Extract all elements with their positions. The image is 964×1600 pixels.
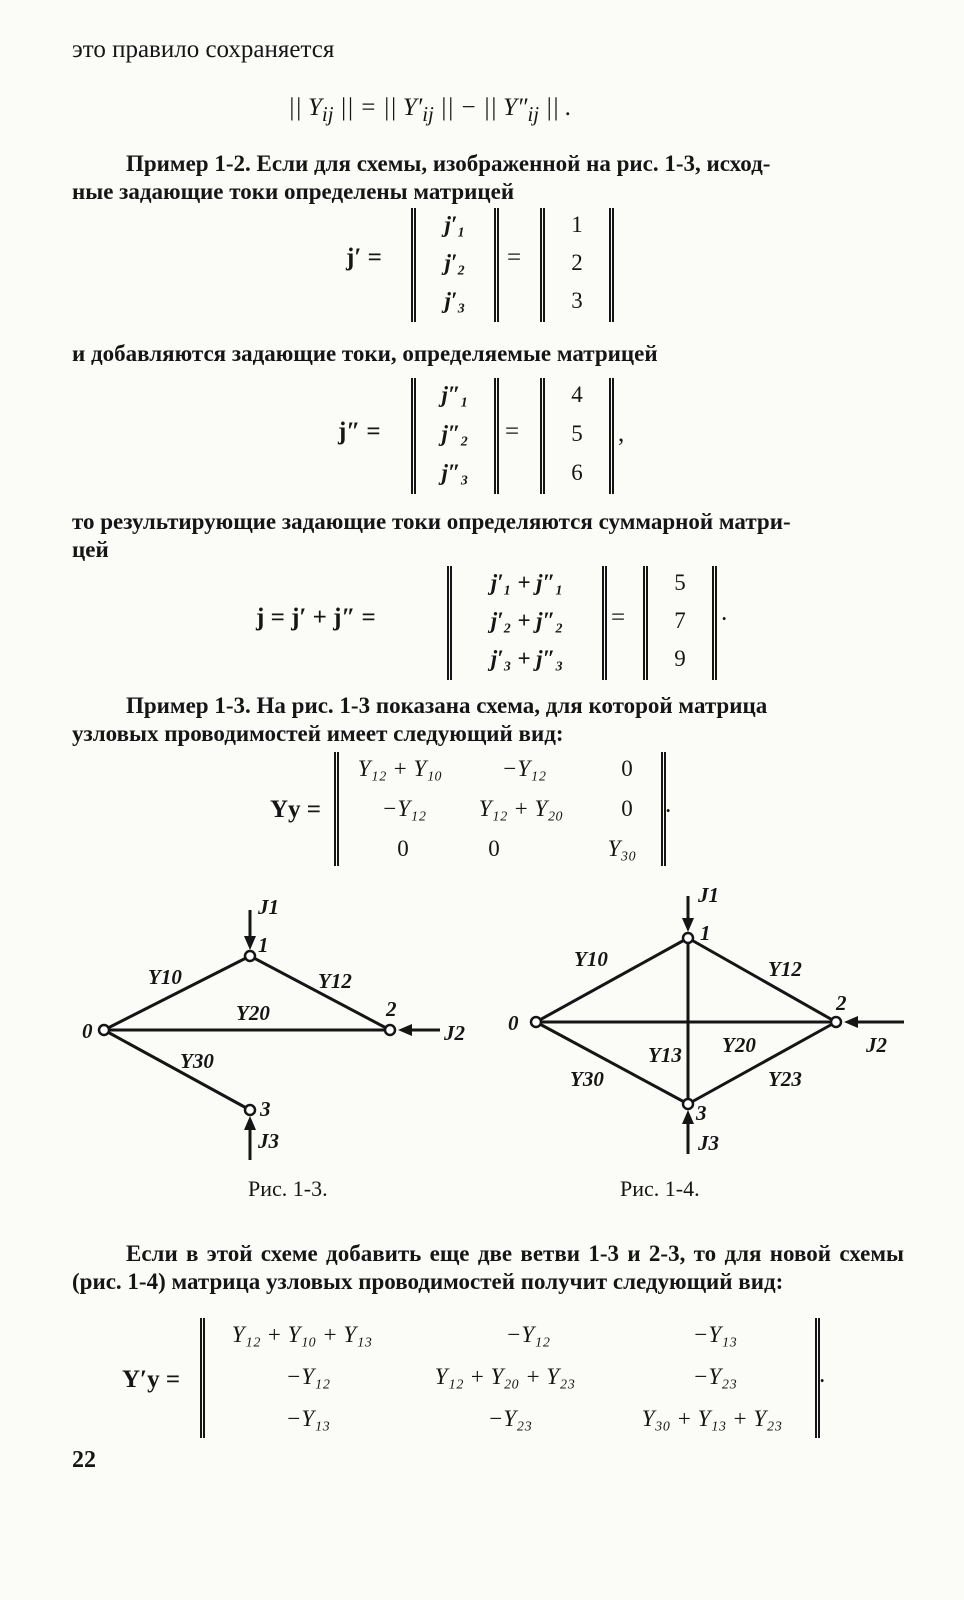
node-1 — [245, 951, 255, 961]
added-currents-text: и добавляются задающие токи, определяемые матрицей — [72, 341, 658, 366]
label-y23: Y23 — [768, 1067, 802, 1091]
new-scheme-paragraph: Если в этой схеме добавить еще две ветви 1-3 и 2-3, то для новой схемы (рис. 1-4) матрица узловых проводимостей получит следующий вид: — [72, 1241, 904, 1294]
example-1-3-label: Пример 1-3. — [126, 693, 251, 718]
jprime-lhs: j′ = — [346, 244, 382, 271]
label-y13: Y13 — [648, 1043, 682, 1067]
jdoubleprime-value-matrix: 4 5 6 — [540, 378, 614, 494]
label-j2: J2 — [444, 1021, 465, 1045]
figure-1-4-caption: Рис. 1-4. — [620, 1176, 700, 1201]
label-node-2: 2 — [836, 991, 847, 1015]
label-y20: Y20 — [236, 1001, 270, 1025]
eq1-end: || . — [545, 94, 572, 121]
jdoubleprime-lhs: j″ = — [338, 418, 381, 445]
node-1 — [683, 933, 693, 943]
intro-text: это правило сохраняется — [72, 36, 335, 63]
label-node-3: 3 — [260, 1097, 271, 1121]
equation-y-difference: || $Y_{ij}$ || = || $Y'_{ij}$ || − || $Y''_{ij}$ || . — [288, 94, 572, 126]
label-node-3: 3 — [696, 1101, 707, 1125]
label-y12: Y12 — [318, 969, 352, 993]
figure-1-4-diagram — [500, 880, 920, 1170]
jsum-symbol-matrix: j′₁ + j″₁ j′₂ + j″₂ j′₃ + j″₃ — [447, 566, 607, 680]
label-y30: Y30 — [180, 1049, 214, 1073]
yprime-lhs: Y′у = — [122, 1366, 181, 1393]
example-1-2-label: Пример 1-2. — [126, 151, 251, 176]
node-0 — [99, 1025, 109, 1035]
label-node-2: 2 — [386, 997, 397, 1021]
label-j3: J3 — [698, 1131, 719, 1155]
eq1-eq: || = || Y′ — [339, 94, 423, 121]
branch-y10 — [536, 938, 688, 1022]
label-j1: J1 — [698, 883, 719, 907]
label-node-0: 0 — [82, 1019, 93, 1043]
label-j2: J2 — [866, 1033, 887, 1057]
node-0 — [531, 1017, 541, 1027]
yprime-matrix: Y₁₂ + Y₁₀ + Y₁₃ −Y₁₂ −Y₁₃ −Y₁₂ Y₁₂ + Y₂₀ + Y₂₃ −Y₂₃ −Y₁₃ −Y₂₃ Y₃₀ + Y₁₃ + Y₂₃ — [200, 1318, 820, 1438]
branch-y12 — [250, 956, 390, 1030]
label-j3: J3 — [258, 1129, 279, 1153]
eq1-lhs: || Y — [288, 94, 322, 121]
yy-matrix: Y₁₂ + Y₁₀ −Y₁₂ 0 −Y₁₂ Y₁₂ + Y₂₀ 0 0 0 Y₃₀ — [334, 752, 666, 866]
page-number: 22 — [72, 1447, 96, 1473]
label-node-1: 1 — [700, 921, 711, 945]
jsum-lhs: j = j′ + j″ = — [256, 604, 376, 631]
jprime-symbol-matrix: j′₁ j′₂ j′₃ — [411, 208, 499, 322]
example-1-2-paragraph: Пример 1-2. Если для схемы, изображенной на рис. 1-3, исход- ные задающие токи определены матрицей — [72, 151, 771, 204]
label-y10: Y10 — [574, 947, 608, 971]
branch-y30 — [104, 1030, 250, 1110]
label-y10: Y10 — [148, 965, 182, 989]
jprime-value-matrix: 1 2 3 — [540, 208, 614, 322]
branch-y23 — [688, 1022, 836, 1104]
label-y30: Y30 — [570, 1067, 604, 1091]
figure-1-3-diagram — [60, 890, 480, 1170]
branch-y12 — [688, 938, 836, 1022]
node-3 — [683, 1099, 693, 1109]
label-node-0: 0 — [508, 1011, 519, 1035]
example-1-3-paragraph: Пример 1-3. На рис. 1-3 показана схема, для которой матрица узловых проводимостей имеет следующий вид: — [72, 693, 768, 746]
label-j1: J1 — [258, 895, 279, 919]
result-currents-text: то результирующие задающие токи определяются суммарной матри- цей — [72, 509, 791, 562]
label-node-1: 1 — [258, 933, 269, 957]
jdoubleprime-symbol-matrix: j″₁ j″₂ j″₃ — [411, 378, 499, 494]
node-3 — [245, 1105, 255, 1115]
yy-lhs: Yу = — [270, 796, 322, 823]
label-y12: Y12 — [768, 957, 802, 981]
node-2 — [831, 1017, 841, 1027]
eq1-minus: || − || Y″ — [440, 94, 528, 121]
label-y20: Y20 — [722, 1033, 756, 1057]
node-2 — [385, 1025, 395, 1035]
jsum-value-matrix: 5 7 9 — [643, 566, 717, 680]
figure-1-3-caption: Рис. 1-3. — [248, 1176, 328, 1201]
